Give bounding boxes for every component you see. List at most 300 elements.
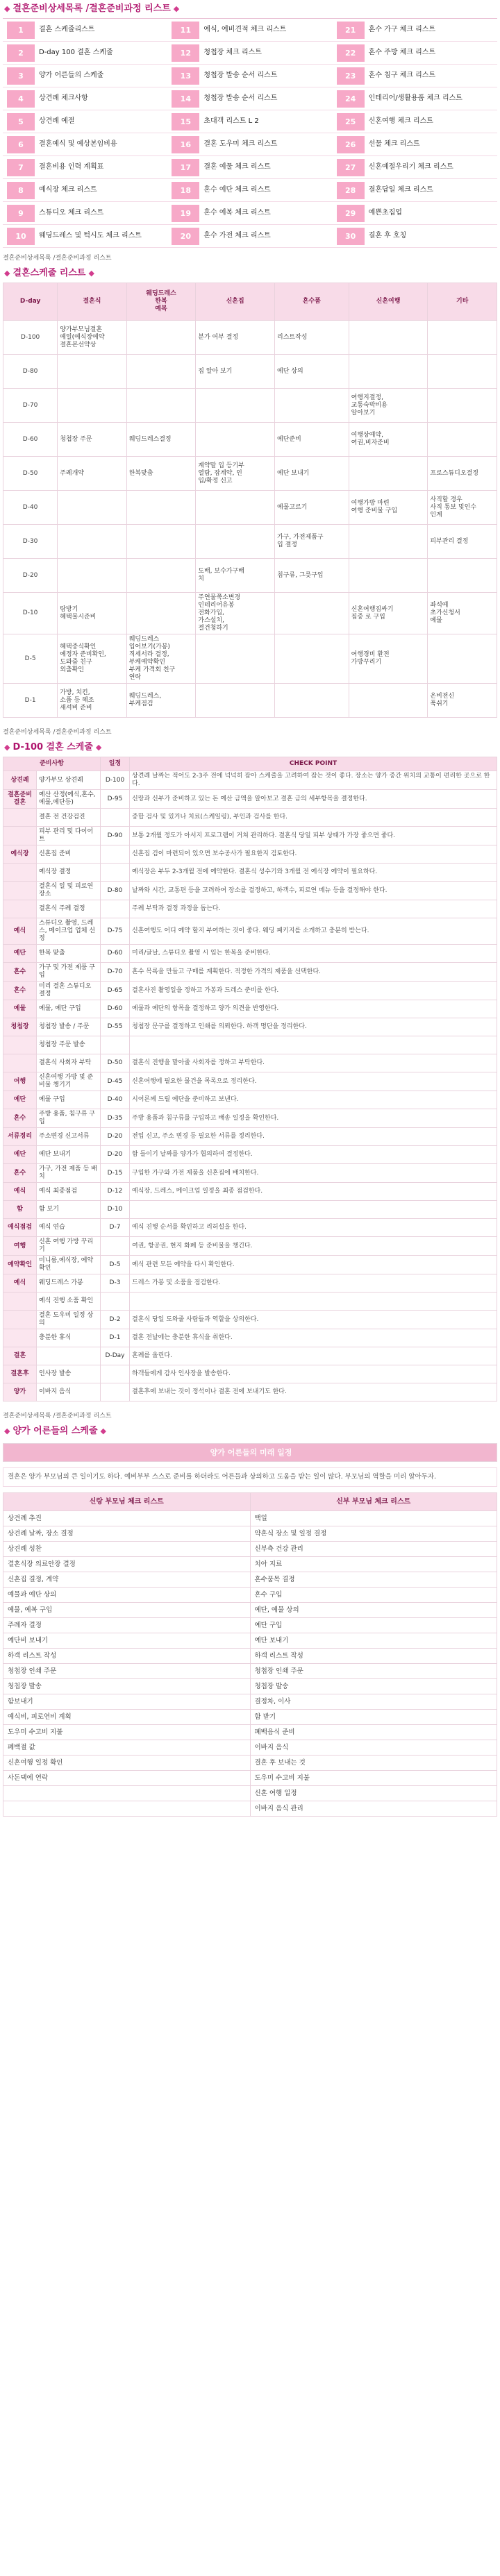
checklist-item[interactable]: [3, 19, 167, 41]
d100-row: [3, 1311, 497, 1329]
d100-dday: D-70: [101, 963, 130, 982]
schedule-dday: D-50: [3, 457, 58, 491]
schedule-cell: [126, 355, 196, 389]
d100-dday: D-1: [101, 1329, 130, 1347]
checklist-row: [3, 19, 497, 42]
groom-parents-item: 상견례 성찬: [3, 1542, 251, 1557]
bride-parents-item: 예단, 예물 상의: [250, 1603, 497, 1618]
checklist-label: 혼수 주방 체크 리스트: [368, 49, 436, 56]
parents-row: [3, 1572, 497, 1588]
schedule-row: [3, 423, 497, 457]
schedule-cell: 청첩장 주문: [58, 423, 127, 457]
d100-checkpoint: [130, 1036, 497, 1054]
checklist-number: 14: [172, 90, 199, 108]
schedule-cell: [58, 355, 127, 389]
d100-dday: D-10: [101, 1201, 130, 1219]
checklist-number: 22: [337, 44, 365, 62]
schedule-cell: 탐방기 혜택물시준비: [58, 593, 127, 634]
schedule-cell: [349, 525, 428, 559]
d100-row: [3, 809, 497, 827]
groom-parents-item: 사돈댁에 연락: [3, 1771, 251, 1786]
d100-item: 예식 연습: [37, 1219, 101, 1237]
schedule-cell: 좌석예 초가신청서 예물: [428, 593, 497, 634]
checklist-label: 신혼예절우리기 체크 리스트: [368, 163, 453, 171]
checklist-item[interactable]: [3, 110, 167, 133]
schedule-row: [3, 321, 497, 355]
d100-header-checkpoint: CHECK POINT: [130, 757, 497, 771]
checklist-label: 혼수 가전 체크 리스트: [203, 232, 271, 239]
checklist-label: 양가 어른들의 스케줄: [39, 71, 104, 79]
d100-checkpoint: 결혼사진 촬영일을 정하고 가봉과 드레스 준비를 한다.: [130, 982, 497, 1000]
d100-dday: D-100: [101, 771, 130, 790]
d100-item: 결혼 전 건강검진: [37, 809, 101, 827]
schedule-cell: [349, 559, 428, 593]
checklist-number: 15: [172, 113, 199, 131]
d100-category: 예단: [3, 1091, 37, 1109]
d100-category: [3, 1293, 37, 1311]
d100-checkpoint: 예식 관련 모든 예약을 다시 확인한다.: [130, 1256, 497, 1274]
d100-checkpoint: 구입한 가구와 가전 제품을 신혼집에 배치한다.: [130, 1164, 497, 1183]
schedule-cell: [349, 355, 428, 389]
bride-parents-item: 도우미 수고비 지불: [250, 1771, 497, 1786]
d100-checkpoint: 예물과 예단의 항목을 결정하고 양가 의견을 반영한다.: [130, 1000, 497, 1018]
checklist-item[interactable]: [333, 110, 497, 133]
schedule-cell: 침구류, 그릇구입: [275, 559, 349, 593]
d100-dday: D-55: [101, 1018, 130, 1036]
d100-dday: D-3: [101, 1274, 130, 1293]
d100-checkpoint: 하객들에게 감사 인사장을 발송한다.: [130, 1365, 497, 1383]
checklist-row: [3, 110, 497, 133]
diamond-icon: ◆: [4, 743, 10, 752]
schedule-cell: [428, 389, 497, 423]
checklist-item[interactable]: [3, 156, 167, 178]
bride-parents-item: 약혼식 장소 및 일정 결정: [250, 1526, 497, 1542]
d100-item: 예산 산정(예식,혼수,예물,예단등): [37, 790, 101, 809]
checklist-item[interactable]: [333, 65, 497, 87]
checklist-label: 청첩장 발송 순서 리스트: [203, 71, 278, 79]
groom-parents-item: 예물과 예단 상의: [3, 1588, 251, 1603]
d100-item: 웨딩드레스 가봉: [37, 1274, 101, 1293]
diamond-icon: ◆: [4, 4, 10, 13]
d100-dday: D-95: [101, 790, 130, 809]
checklist-item[interactable]: [3, 65, 167, 87]
d100-dday: D-50: [101, 1054, 130, 1072]
parents-row: [3, 1740, 497, 1756]
d100-item: 예단 보내기: [37, 1146, 101, 1164]
d100-category: [3, 1054, 37, 1072]
bride-parents-item: 신부측 건강 관리: [250, 1542, 497, 1557]
checklist-item[interactable]: [333, 87, 497, 110]
section-title-d100: ◆ D-100 결혼 스케줄 ◆: [0, 739, 500, 757]
schedule-cell: 여행상예약, 여권,비자준비: [349, 423, 428, 457]
checklist-row: [3, 179, 497, 202]
checklist-number: 17: [172, 159, 199, 176]
d100-checkpoint: 상견례 날짜는 적어도 2-3주 전에 넉넉히 잡아 스케줄을 고려하여 잡는 것이 좋다. 장소는 양가 중간 위치의 교통이 편리한 곳으로 한다.: [130, 771, 497, 790]
d100-row: [3, 1347, 497, 1365]
checklist-item[interactable]: [3, 87, 167, 110]
d100-dday: [101, 845, 130, 864]
d100-row: [3, 1365, 497, 1383]
d100-row: [3, 1274, 497, 1293]
checklist-number: 4: [7, 90, 35, 108]
checklist-item[interactable]: [167, 65, 332, 87]
d100-dday: D-Day: [101, 1347, 130, 1365]
checklist-label: 혼수 가구 체크 리스트: [368, 26, 436, 33]
checklist-number: 11: [172, 22, 199, 39]
d100-row: [3, 900, 497, 918]
schedule-cell: [126, 593, 196, 634]
groom-parents-item: 결혼식장 의료안장 결정: [3, 1557, 251, 1572]
groom-parents-item: 청첩장 발송: [3, 1679, 251, 1694]
schedule-dday: D-10: [3, 593, 58, 634]
checklist-row: [3, 65, 497, 87]
d100-category: 결혼후: [3, 1365, 37, 1383]
groom-parents-item: 신혼집 결정, 계약: [3, 1572, 251, 1588]
schedule-cell: [428, 423, 497, 457]
schedule-row: [3, 634, 497, 684]
schedule-row: [3, 491, 497, 525]
schedule-header-cell: 기타: [428, 283, 497, 321]
checklist-item[interactable]: [333, 225, 497, 247]
schedule-cell: [196, 634, 275, 684]
checklist-label: 결혼 예물 체크 리스트: [203, 163, 271, 171]
checklist-item[interactable]: [333, 19, 497, 41]
schedule-cell: [126, 389, 196, 423]
d100-row: [3, 1054, 497, 1072]
checklist-item[interactable]: [3, 42, 167, 64]
groom-parents-item: 예식비, 피로연비 계획: [3, 1710, 251, 1725]
schedule-cell: 가구, 가전제품구 입 결정: [275, 525, 349, 559]
checklist-label: 혼수 예단 체크 리스트: [203, 186, 271, 194]
d100-row: [3, 1383, 497, 1401]
d100-category: [3, 900, 37, 918]
d100-item: 예식 최종점검: [37, 1183, 101, 1201]
checklist-item[interactable]: [333, 179, 497, 201]
parents-row: [3, 1649, 497, 1664]
schedule-row: [3, 355, 497, 389]
checklist-item[interactable]: [333, 156, 497, 178]
d100-category: 예식: [3, 918, 37, 945]
d100-category: 서류정리: [3, 1128, 37, 1146]
checklist-item[interactable]: [167, 42, 332, 64]
d100-category: [3, 864, 37, 882]
d100-row: [3, 1201, 497, 1219]
checklist-item[interactable]: [167, 133, 332, 155]
schedule-cell: 신혼여행짐싸기 집중 로 구입: [349, 593, 428, 634]
d100-item: 청첩장 발송 / 주문: [37, 1018, 101, 1036]
schedule-cell: [428, 321, 497, 355]
d100-checkpoint: 신혼여행에 필요한 물건을 목록으로 정리한다.: [130, 1072, 497, 1091]
schedule-cell: 온비전신 푹쉬기: [428, 684, 497, 718]
schedule-header-cell: D-day: [3, 283, 58, 321]
checklist-number: 5: [7, 113, 35, 131]
d100-checkpoint: 결혼후에 보내는 것이 정석이나 결혼 전에 보내기도 한다.: [130, 1383, 497, 1401]
schedule-cell: [275, 634, 349, 684]
parents-row: [3, 1664, 497, 1679]
schedule-cell: [196, 491, 275, 525]
checklist-item[interactable]: [3, 179, 167, 201]
checklist-label: 청첩장 발송 순서 리스트: [203, 94, 278, 102]
schedule-dday: D-100: [3, 321, 58, 355]
d100-header-item: 준비사항: [3, 757, 101, 771]
d100-category: 예식: [3, 1183, 37, 1201]
checklist-item[interactable]: [167, 225, 332, 247]
schedule-cell: [349, 321, 428, 355]
d100-item: 스튜디오 촬영, 드레스, 메이크업 업체 선정: [37, 918, 101, 945]
checklist-item[interactable]: [333, 202, 497, 224]
schedule-cell: 예물고르기: [275, 491, 349, 525]
checklist-item[interactable]: [167, 19, 332, 41]
checklist-number: 16: [172, 136, 199, 153]
checklist-label: 혼수 침구 체크 리스트: [368, 71, 436, 79]
checklist-label: 신혼여행 체크 리스트: [368, 117, 433, 125]
d100-dday: D-12: [101, 1183, 130, 1201]
checklist-label: 예식장 체크 리스트: [39, 186, 97, 194]
groom-parents-item: 도우미 수고비 지불: [3, 1725, 251, 1740]
d100-category: [3, 1311, 37, 1329]
schedule-row: [3, 389, 497, 423]
checklist-item[interactable]: [167, 202, 332, 224]
bride-parents-item: 폐백음식 준비: [250, 1725, 497, 1740]
d100-checkpoint: 신랑과 신부가 준비하고 있는 돈 예산 금액을 알아보고 결혼 금의 세부항목을 결정한다.: [130, 790, 497, 809]
d100-dday: D-60: [101, 945, 130, 963]
schedule-cell: 도배, 보수가구배 치: [196, 559, 275, 593]
checklist-number: 6: [7, 136, 35, 153]
d100-item: 신혼 여행 가방 꾸리기: [37, 1237, 101, 1256]
checklist-number: 21: [337, 22, 365, 39]
d100-checkpoint: 예식장, 드레스, 메이크업 일정을 최종 점검한다.: [130, 1183, 497, 1201]
schedule-row: [3, 593, 497, 634]
checklist-number: 27: [337, 159, 365, 176]
d100-dday: D-20: [101, 1128, 130, 1146]
parents-row: [3, 1786, 497, 1801]
checklist-row: [3, 133, 497, 156]
checklist-item[interactable]: [167, 179, 332, 201]
d100-row: [3, 864, 497, 882]
checklist-label: 결혼 스케줄리스트: [39, 26, 95, 33]
schedule-cell: 프로스튜디오결정: [428, 457, 497, 491]
checklist-label: 결혼예식 및 예상본임비용: [39, 140, 117, 148]
d100-checkpoint: [130, 1293, 497, 1311]
schedule-row: [3, 684, 497, 718]
d100-row: [3, 790, 497, 809]
schedule-row: [3, 457, 497, 491]
d100-header-date: 일정: [101, 757, 130, 771]
parents-table: [3, 1443, 497, 1462]
checklist-label: 결혼답일 체크 리스트: [368, 186, 433, 194]
d100-row: [3, 1018, 497, 1036]
d100-item: 가구 및 가전 제품 구입: [37, 963, 101, 982]
d100-category: [3, 882, 37, 900]
d100-row: [3, 918, 497, 945]
schedule-cell: [275, 593, 349, 634]
d100-checkpoint: 예식 진행 순서를 확인하고 리허설을 한다.: [130, 1219, 497, 1237]
d100-category: [3, 1036, 37, 1054]
d100-checkpoint: 시어른께 드릴 예단을 준비하고 보낸다.: [130, 1091, 497, 1109]
groom-parents-item: 폐백절 값: [3, 1740, 251, 1756]
d100-checkpoint: 결혼 전날에는 충분한 휴식을 취한다.: [130, 1329, 497, 1347]
d100-item: 예물 구입: [37, 1091, 101, 1109]
schedule-cell: 양가부모님결혼 예일(예식장예약 결혼본선약상: [58, 321, 127, 355]
d100-item: 양가부모 상견례: [37, 771, 101, 790]
d100-category: 예단: [3, 945, 37, 963]
checklist-number: 7: [7, 159, 35, 176]
d100-dday: [101, 1383, 130, 1401]
d100-category: [3, 1329, 37, 1347]
d100-row: [3, 882, 497, 900]
checklist-item[interactable]: [3, 225, 167, 247]
bride-parents-item: 예단 보내기: [250, 1633, 497, 1649]
d100-row: [3, 945, 497, 963]
schedule-cell: 예단준비: [275, 423, 349, 457]
d100-item: 충분한 휴식: [37, 1329, 101, 1347]
checklist-label: 상견례 체크사항: [39, 94, 88, 102]
d100-category: 여행: [3, 1237, 37, 1256]
d100-dday: D-90: [101, 827, 130, 845]
checklist-label: 청첩장 체크 리스트: [203, 49, 262, 56]
checklist-label: 상견례 예절: [39, 117, 75, 125]
checklist-label: D-day 100 결혼 스케줄: [39, 49, 113, 56]
d100-checkpoint: 날짜와 시간, 교통편 등을 고려하여 장소를 결정하고, 하객수, 피로연 메뉴 등을 결정해야 한다.: [130, 882, 497, 900]
d100-checkpoint: 신혼여행도 어디 예약 할지 부여하는 것이 좋다. 웨딩 패키지를 소개하고 충분히 받는다.: [130, 918, 497, 945]
d100-item: 인사장 발송: [37, 1365, 101, 1383]
d100-category: 여행: [3, 1072, 37, 1091]
d100-item: 청첩장 주문 발송: [37, 1036, 101, 1054]
d100-dday: [101, 1365, 130, 1383]
bride-parents-item: 치아 지료: [250, 1557, 497, 1572]
checklist-number: 19: [172, 205, 199, 222]
d100-row: [3, 1164, 497, 1183]
schedule-cell: 웨딩드레스 입어보기(가봉) 직세서라 결정, 부케예약확인 부케 가격회 친구 연락: [126, 634, 196, 684]
checklist-row: [3, 202, 497, 225]
d100-category: 상견례: [3, 771, 37, 790]
parents-row: [3, 1801, 497, 1817]
schedule-cell: [196, 684, 275, 718]
d100-item: 결혼 도우미 일정 상의: [37, 1311, 101, 1329]
d100-item: 주방 용품, 침구류 구입: [37, 1109, 101, 1128]
bride-parents-item: 혼수 구입: [250, 1588, 497, 1603]
d100-dday: [101, 864, 130, 882]
section-title-schedule: ◆ 결혼스케줄 리스트 ◆: [0, 264, 500, 283]
parents-row: [3, 1756, 497, 1771]
d100-category: 예식점검: [3, 1219, 37, 1237]
checklist-item[interactable]: [333, 133, 497, 155]
d100-row: [3, 1072, 497, 1091]
schedule-cell: 예단 보내기: [275, 457, 349, 491]
schedule-dday: D-40: [3, 491, 58, 525]
checklist-number: 30: [337, 228, 365, 245]
d100-category: 혼수: [3, 1109, 37, 1128]
checklist-item[interactable]: [167, 87, 332, 110]
schedule-cell: 주례개약: [58, 457, 127, 491]
d100-dday: D-80: [101, 882, 130, 900]
checklist-label: 예식, 예비견적 체크 리스트: [203, 26, 287, 33]
bride-parents-item: 이바지 음식 관리: [250, 1801, 497, 1817]
checklist-item[interactable]: [3, 133, 167, 155]
breadcrumb: 결혼준비상세목록 /결혼준비과정 리스트: [3, 1413, 112, 1420]
checklist-item[interactable]: [167, 156, 332, 178]
schedule-header-cell: 혼수품: [275, 283, 349, 321]
d100-checkpoint: 보통 2개월 정도가 아서지 프로그램이 거쳐 관리하다. 결혼식 당일 피부 상태가 가장 좋으면 좋다.: [130, 827, 497, 845]
schedule-dday: D-30: [3, 525, 58, 559]
checklist-label: 결혼 도우미 체크 리스트: [203, 140, 278, 148]
schedule-header-cell: 신혼여행: [349, 283, 428, 321]
d100-item: 이바지 음식: [37, 1383, 101, 1401]
d100-category: 청첩장: [3, 1018, 37, 1036]
d100-category: 예식: [3, 1274, 37, 1293]
parents-row: [3, 1542, 497, 1557]
parents-row: [3, 1694, 497, 1710]
schedule-header-cell: 결혼식: [58, 283, 127, 321]
parents-row: [3, 1771, 497, 1786]
d100-item: 예물, 예단 구입: [37, 1000, 101, 1018]
checklist-number: 12: [172, 44, 199, 62]
d100-row: [3, 1109, 497, 1128]
schedule-cell: 한복맞춤: [126, 457, 196, 491]
bride-parents-item: 결혼 후 보내는 것: [250, 1756, 497, 1771]
checklist-label: 결혼비용 인력 계획표: [39, 163, 104, 171]
d100-category: 예식장: [3, 845, 37, 864]
schedule-cell: [428, 634, 497, 684]
d100-category: 혼수: [3, 1164, 37, 1183]
d100-dday: D-7: [101, 1219, 130, 1237]
parents-row: [3, 1511, 497, 1526]
schedule-cell: 가방, 치킨, 소품 등 혜조 새셔비 준비: [58, 684, 127, 718]
col-groom-parents: 신랑 부모님 체크 리스트: [3, 1493, 251, 1511]
d100-category: 혼수: [3, 963, 37, 982]
d100-category: 예물: [3, 1000, 37, 1018]
groom-parents-item: 함보내기: [3, 1694, 251, 1710]
checklist-number: 29: [337, 205, 365, 222]
checklist-item[interactable]: [3, 202, 167, 224]
schedule-cell: 집 알아 보기: [196, 355, 275, 389]
diamond-icon: ◆: [88, 269, 94, 278]
checklist-label: 예쁜초집업: [368, 209, 402, 217]
d100-category: [3, 827, 37, 845]
checklist-number: 13: [172, 67, 199, 85]
checklist-item[interactable]: [167, 110, 332, 133]
schedule-cell: 웨딩드레스결정: [126, 423, 196, 457]
checklist-label: 초대객 리스트 L 2: [203, 117, 259, 125]
diamond-icon: ◆: [4, 269, 10, 278]
schedule-cell: 여행가방 마련 여행 준비물 구입: [349, 491, 428, 525]
d100-row: [3, 771, 497, 790]
diamond-icon: ◆: [173, 4, 180, 13]
d100-row: [3, 1000, 497, 1018]
checklist-number: 23: [337, 67, 365, 85]
schedule-dday: D-60: [3, 423, 58, 457]
groom-parents-item: 상견례 추진: [3, 1511, 251, 1526]
d100-checkpoint: 여권, 항공권, 현지 화폐 등 준비물을 챙긴다.: [130, 1237, 497, 1256]
d100-category: 함: [3, 1201, 37, 1219]
d100-item: 예식 진행 소품 확인: [37, 1293, 101, 1311]
d100-item: 피부 관리 및 다이어트: [37, 827, 101, 845]
d100-checkpoint: 중합 검사 및 있거나 치료(스케일링), 부인과 검사를 한다.: [130, 809, 497, 827]
schedule-dday: D-20: [3, 559, 58, 593]
d100-category: 예단: [3, 1146, 37, 1164]
d100-item: 신혼여행 가방 및 준비물 챙기기: [37, 1072, 101, 1091]
d100-row: [3, 1329, 497, 1347]
bride-parents-item: 청첩장 인쇄 주문: [250, 1664, 497, 1679]
d100-dday: [101, 1237, 130, 1256]
parents-intro: 결혼은 양가 부모님의 큰 일이기도 하다. 예비부부 스스로 준비를 하더라도 어른들과 상의하고 도움을 받는 일이 많다. 부모님의 역할을 미리 알아두자.: [3, 1467, 497, 1487]
checklist-label: 인테리어/생활용품 체크 리스트: [368, 94, 462, 102]
parents-row: [3, 1710, 497, 1725]
d100-category: [3, 809, 37, 827]
checklist-item[interactable]: [333, 42, 497, 64]
schedule-dday: D-5: [3, 634, 58, 684]
parents-row: [3, 1618, 497, 1633]
